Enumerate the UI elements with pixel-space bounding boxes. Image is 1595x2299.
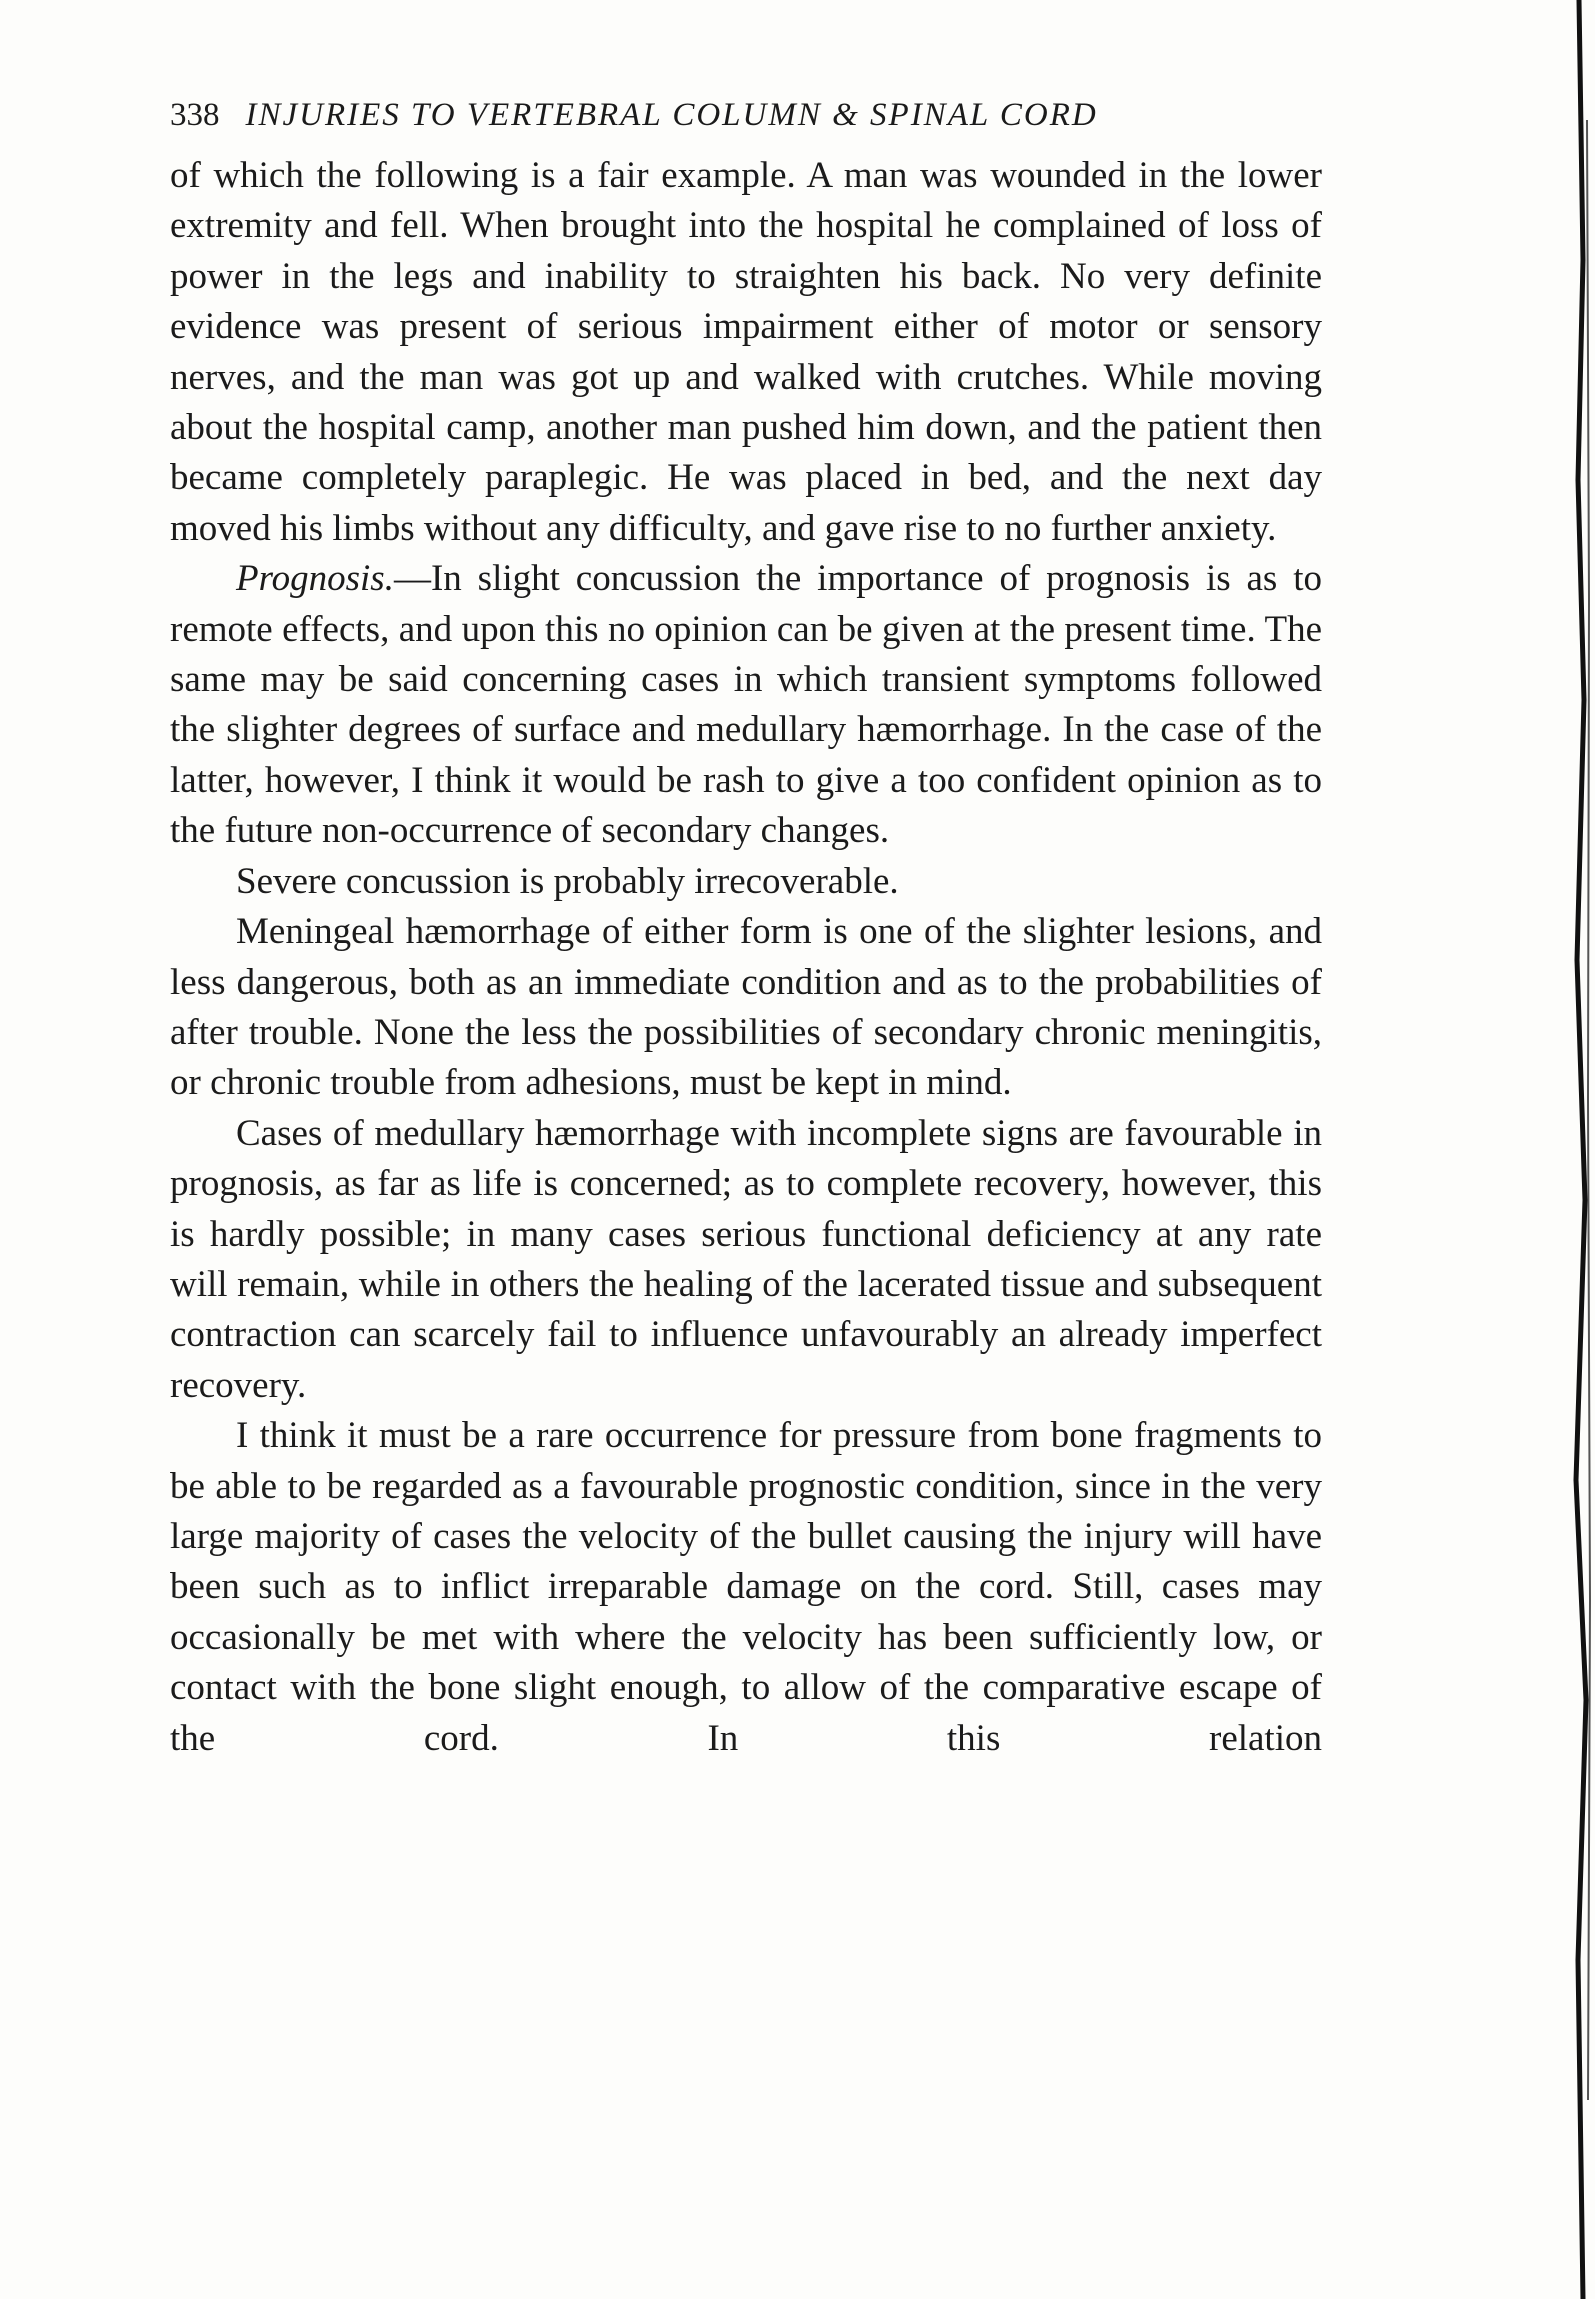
paragraph-severe-concussion: Severe concussion is probably irrecoverable. <box>236 860 899 902</box>
book-page <box>170 95 1322 1764</box>
paragraph-prognosis <box>170 554 1322 856</box>
running-header <box>170 95 1322 135</box>
page-binding-edge <box>1565 0 1595 2299</box>
paragraph-case-example: of which the following is a fair example. A man was wounded in the lower extremity and fell. When brought into the hospital he complained of loss of power in the legs and inability to straighten his back. No very definite evidence was present of serious impairment either of motor or sensory nerves, and the man was got up and walked with crutches. While moving about the hospital camp, another man pushed him down, and the patient then became completely paraplegic. He was placed in bed, and the next day moved his limbs without any difficulty, and gave rise to no further anxiety. <box>170 155 1322 549</box>
running-title: INJURIES TO VERTEBRAL COLUMN & SPINAL CORD <box>245 97 1098 133</box>
page-number: 338 <box>170 97 220 133</box>
paragraph-medullary-haemorrhage: Cases of medullary hæmorrhage with incomplete signs are favourable in prognosis, as far as life is concerned; as to complete recovery, however, this is hardly possible; in many cases serious functional deficiency at any rate will remain, while in others the healing of the lacerated tissue and subsequent contraction can scarcely fail to influence unfavourably an already imperfect recovery. <box>170 1112 1322 1406</box>
paragraph-bone-fragments: I think it must be a rare occurrence for pressure from bone fragments to be able to be regarded as a favourable prognostic condition, since in the very large majority of cases the velocity of the bullet causing the injury will have been such as to inflict irreparable damage on the cord. Still, cases may occasionally be met with where the velocity has been sufficiently low, or contact with the bone slight enough, to allow of the comparative escape of the cord. In this relation <box>170 1415 1322 1759</box>
paragraph-meningeal-haemorrhage: Meningeal hæmorrhage of either form is one of the slighter lesions, and less dangerous, both as an immediate condition and as to the probabilities of after trouble. None the less the possibilities of secondary chronic meningitis, or chronic trouble from adhesions, must be kept in mind. <box>170 911 1322 1104</box>
section-heading-prognosis: Prognosis. <box>236 558 394 600</box>
paragraph-prognosis-body: —In slight concussion the importance of prognosis is as to remote effects, and upon this no opinion can be given at the present time. The same may be said concerning cases in which transient symptoms followed the slighter degrees of surface and medullary hæmorrhage. In the case of the latter, however, I think it would be rash to give a too confident opinion as to the future non-occurrence of secondary changes. <box>170 558 1322 852</box>
